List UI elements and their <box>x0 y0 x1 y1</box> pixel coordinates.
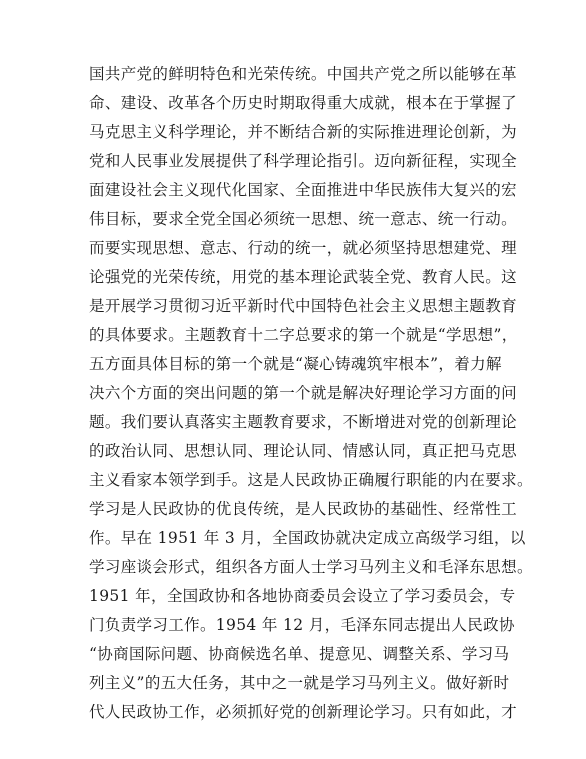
text-line: 党和人民事业发展提供了科学理论指引。迈向新征程，实现全 <box>89 152 517 170</box>
text-line: 面建设社会主义现代化国家、全面推进中华民族伟大复兴的宏 <box>89 181 517 199</box>
text-line: 决六个方面的突出问题的第一个就是解决好理论学习方面的问 <box>89 384 517 402</box>
text-line: 五方面具体目标的第一个就是“凝心铸魂筑牢根本”，着力解 <box>89 355 502 373</box>
text-line: 学习座谈会形式，组织各方面人士学习马列主义和毛泽东思想。 <box>89 558 533 576</box>
text-line: 国共产党的鲜明特色和光荣传统。中国共产党之所以能够在革 <box>89 65 517 83</box>
text-line: 的具体要求。主题教育十二字总要求的第一个就是“学思想”， <box>89 326 518 344</box>
text-line: 主义看家本领学到手。这是人民政协正确履行职能的内在要求。 <box>89 471 533 489</box>
text-line: 门负责学习工作。1954 年 12 月，毛泽东同志提出人民政协 <box>89 616 515 634</box>
text-line: 代人民政协工作，必须抓好党的创新理论学习。只有如此，才 <box>89 703 517 721</box>
text-line: 伟目标，要求全党全国必须统一思想、统一意志、统一行动。 <box>89 210 517 228</box>
text-line: 而要实现思想、意志、行动的统一，就必须坚持思想建党、理 <box>89 239 517 257</box>
text-line: 马克思主义科学理论，并不断结合新的实际推进理论创新，为 <box>89 123 517 141</box>
text-line: 列主义”的五大任务，其中之一就是学习马列主义。做好新时 <box>89 674 510 692</box>
text-line: 命、建设、改革各个历史时期取得重大成就，根本在于掌握了 <box>89 94 517 112</box>
text-line: 论强党的光荣传统，用党的基本理论武装全党、教育人民。这 <box>89 268 517 286</box>
text-line: 1951 年，全国政协和各地协商委员会设立了学习委员会，专 <box>89 587 516 605</box>
text-line: 是开展学习贯彻习近平新时代中国特色社会主义思想主题教育 <box>89 297 517 315</box>
text-line: “协商国际问题、协商候选名单、提意见、调整关系、学习马 <box>89 645 510 663</box>
text-line: 题。我们要认真落实主题教育要求，不断增进对党的创新理论 <box>89 413 517 431</box>
text-line: 的政治认同、思想认同、理论认同、情感认同，真正把马克思 <box>89 442 517 460</box>
text-line: 作。早在 1951 年 3 月，全国政协就决定成立高级学习组，以 <box>89 529 526 547</box>
text-line: 学习是人民政协的优良传统，是人民政协的基础性、经常性工 <box>89 500 517 518</box>
